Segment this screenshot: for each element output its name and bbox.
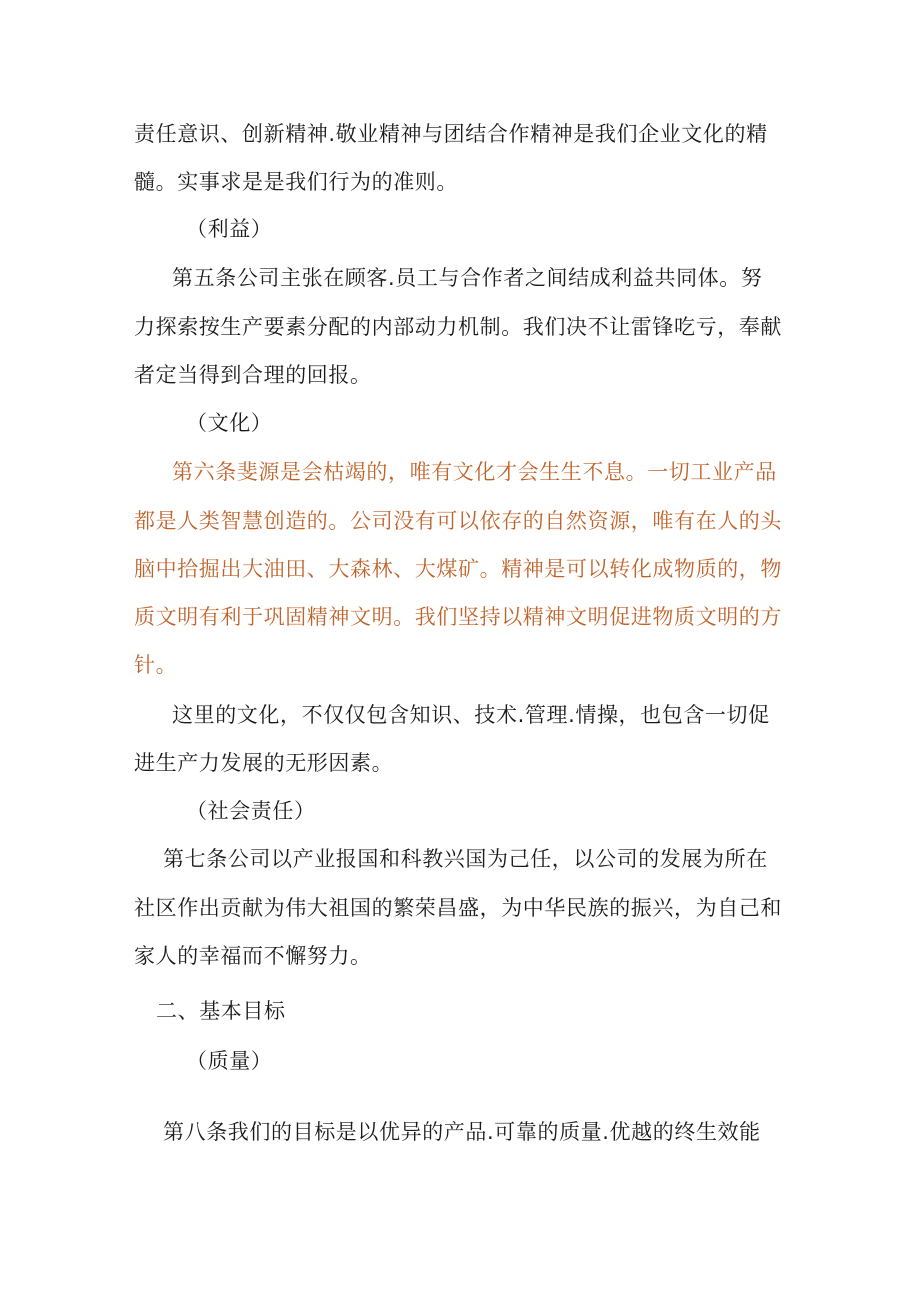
paragraph-5-line-2: 社区作出贡献为伟大祖国的繁荣昌盛，为中华民族的振兴，为自己和 <box>134 896 782 920</box>
section-heading-jiben-mubiao: 二、基本目标 <box>156 999 286 1023</box>
heading-zhiliang: （质量） <box>186 1049 273 1073</box>
paragraph-4-line-2: 进生产力发展的无形因素。 <box>134 751 394 775</box>
paragraph-2-line-2: 力探索按生产要素分配的内部动力机制。我们决不让雷锋吃亏，奉献 <box>134 315 782 339</box>
paragraph-3-line-3: 脑中拾掘出大油田、大森林、大煤矿。精神是可以转化成物质的，物 <box>134 557 782 581</box>
paragraph-2-line-3: 者定当得到合理的回报。 <box>134 363 372 387</box>
paragraph-2-line-1: 第五条公司主张在顾客.员工与合作者之间结成利益共同体。努 <box>172 266 763 290</box>
heading-wenhua: （文化） <box>186 411 273 435</box>
paragraph-3-line-2: 都是人类智慧创造的。公司没有可以依存的自然资源，唯有在人的头 <box>134 509 782 533</box>
paragraph-5-line-1: 第七条公司以产业报国和科教兴国为己任，以公司的发展为所在 <box>163 847 768 871</box>
heading-shehui-zeren: （社会责任） <box>186 799 316 823</box>
paragraph-1-line-1: 责任意识、创新精神.敬业精神与团结合作精神是我们企业文化的精 <box>134 122 768 146</box>
paragraph-3-line-4: 质文明有利于巩固精神文明。我们坚持以精神文明促进物质文明的方 <box>134 605 782 629</box>
paragraph-1-line-2: 髓。实事求是是我们行为的准则。 <box>134 170 458 194</box>
paragraph-3-line-1: 第六条斐源是会枯竭的，唯有文化才会生生不息。一切工业产品 <box>172 460 777 484</box>
paragraph-6-line-1: 第八条我们的目标是以优异的产品.可靠的质量.优越的终生效能 <box>163 1120 761 1144</box>
paragraph-4-line-1: 这里的文化，不仅仅包含知识、技术.管理.情操，也包含一切促 <box>172 703 770 727</box>
paragraph-5-line-3: 家人的幸福而不懈努力。 <box>134 944 372 968</box>
heading-liyi: （利益） <box>186 217 273 241</box>
paragraph-3-line-5: 针。 <box>134 653 178 677</box>
